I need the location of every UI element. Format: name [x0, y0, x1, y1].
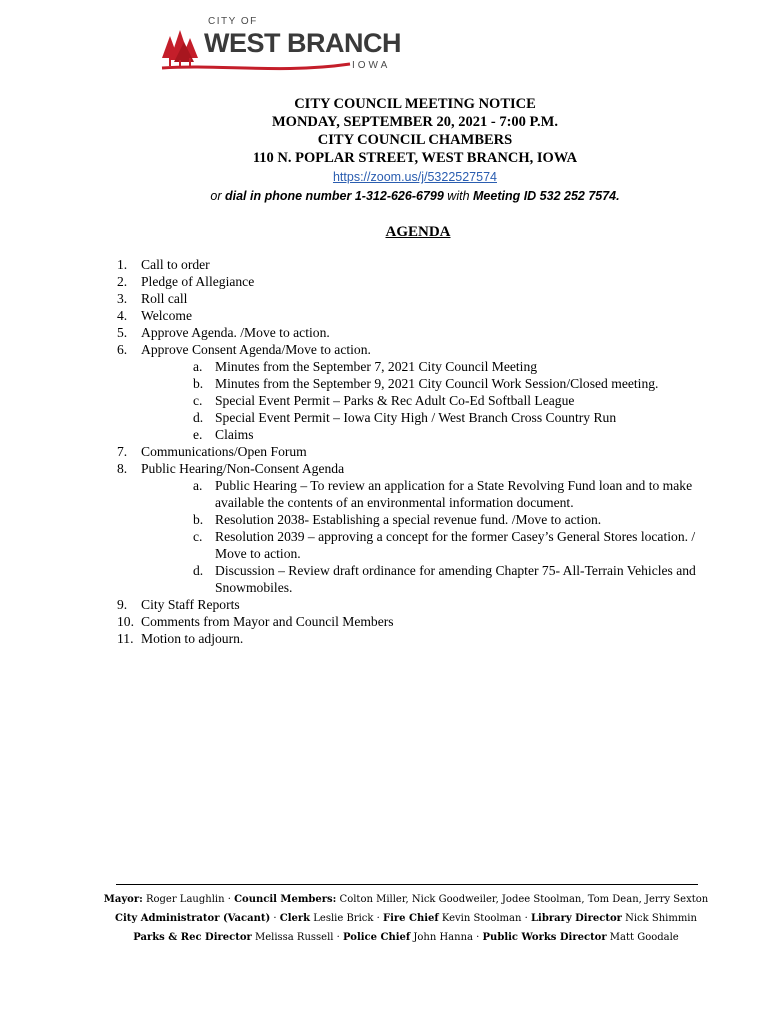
logo-name: WEST BRANCH — [204, 28, 401, 58]
sub-text: Minutes from the September 7, 2021 City Council Meeting — [215, 359, 538, 374]
agenda-list — [0, 256, 770, 647]
list-item — [0, 341, 770, 358]
sub-text: Public Hearing – To review an application for a State Revolving Fund loan and to make available the contents of an environmental information document. — [215, 478, 693, 510]
item-text: Comments from Mayor and Council Members — [141, 614, 394, 629]
sub-text: Special Event Permit – Parks & Rec Adult Co-Ed Softball League — [215, 393, 575, 408]
city-logo — [160, 14, 400, 76]
item-text: City Staff Reports — [141, 597, 240, 612]
item-number: 10. — [117, 614, 134, 629]
sub-letter: d. — [193, 563, 204, 578]
parks-name: Melissa Russell — [251, 932, 334, 943]
footer-line-2 — [0, 909, 770, 928]
sub-letter: e. — [193, 427, 203, 442]
item-number: 7. — [117, 444, 128, 459]
item-text: Approve Agenda. /Move to action. — [141, 325, 330, 340]
meeting-header — [0, 95, 770, 205]
sub-letter: b. — [193, 512, 204, 527]
footer-line-1 — [0, 890, 770, 909]
sub-letter: a. — [193, 359, 203, 374]
item-number: 2. — [117, 274, 128, 289]
agenda-title: AGENDA — [385, 224, 451, 240]
separator: · — [521, 913, 531, 924]
footer-line-3 — [0, 928, 770, 947]
list-item — [0, 460, 770, 477]
list-item — [0, 324, 770, 341]
item-number: 5. — [117, 325, 128, 340]
works-name: Matt Goodale — [606, 932, 679, 943]
works-label: Public Works Director — [482, 932, 607, 943]
notice-title: CITY COUNCIL MEETING NOTICE — [294, 96, 536, 112]
sub-text: Discussion – Review draft ordinance for amending Chapter 75- All-Terrain Vehicles and Snowmobiles. — [215, 563, 696, 595]
item-number: 3. — [117, 291, 128, 306]
list-item — [0, 307, 770, 324]
item-text: Welcome — [141, 308, 192, 323]
dial-with: with — [443, 189, 473, 203]
list-item — [0, 443, 770, 460]
fire-label: Fire Chief — [382, 913, 439, 924]
zoom-link[interactable]: https://zoom.us/j/5322527574 — [332, 170, 497, 184]
sub-letter: d. — [193, 410, 204, 425]
sub-item — [0, 562, 770, 596]
parks-label: Parks & Rec Director — [133, 932, 252, 943]
item-text: Pledge of Allegiance — [141, 274, 255, 289]
item-text: Public Hearing/Non-Consent Agenda — [141, 461, 345, 476]
sub-item — [0, 409, 770, 426]
footer-officials — [0, 890, 770, 947]
sub-item — [0, 358, 770, 375]
sub-item — [0, 375, 770, 392]
sub-text: Resolution 2038- Establishing a special revenue fund. /Move to action. — [215, 512, 602, 527]
sub-text: Minutes from the September 9, 2021 City Council Work Session/Closed meeting. — [215, 376, 659, 391]
logo-city-of: CITY OF — [208, 16, 258, 27]
list-item — [0, 273, 770, 290]
item-number: 6. — [117, 342, 128, 357]
list-item — [0, 596, 770, 613]
separator: · — [224, 894, 235, 905]
item-text: Motion to adjourn. — [141, 631, 244, 646]
dial-meeting-id: Meeting ID 532 252 7574. — [473, 189, 620, 203]
council-names: Colton Miller, Nick Goodweiler, Jodee Stoolman, Tom Dean, Jerry Sexton — [336, 894, 709, 905]
sub-text: Special Event Permit – Iowa City High / West Branch Cross Country Run — [215, 410, 617, 425]
library-name: Nick Shimmin — [621, 913, 697, 924]
sub-item — [0, 392, 770, 409]
separator: · — [373, 913, 383, 924]
sub-letter: c. — [193, 393, 203, 408]
sub-letter: a. — [193, 478, 203, 493]
sub-text: Resolution 2039 – approving a concept for the former Casey’s General Stores location. / Move to action. — [215, 529, 696, 561]
item-text: Roll call — [141, 291, 188, 306]
item-text: Approve Consent Agenda/Move to action. — [141, 342, 371, 357]
list-item — [0, 256, 770, 273]
sub-item — [0, 511, 770, 528]
dial-or: or — [210, 189, 225, 203]
admin-label: City Administrator (Vacant) — [115, 913, 271, 924]
mayor-name: Roger Laughlin — [142, 894, 225, 905]
meeting-address: 110 N. POPLAR STREET, WEST BRANCH, IOWA — [252, 150, 578, 166]
meeting-location: CITY COUNCIL CHAMBERS — [317, 132, 513, 148]
dial-phone: dial in phone number 1-312-626-6799 — [224, 189, 444, 203]
police-label: Police Chief — [343, 932, 411, 943]
dial-in-info — [0, 187, 770, 205]
clerk-label: Clerk — [279, 913, 311, 924]
item-number: 8. — [117, 461, 128, 476]
separator: · — [472, 932, 483, 943]
item-text: Communications/Open Forum — [141, 444, 307, 459]
separator: · — [270, 913, 280, 924]
sub-text: Claims — [215, 427, 254, 442]
library-label: Library Director — [531, 913, 622, 924]
sub-item — [0, 477, 770, 511]
separator: · — [333, 932, 344, 943]
sub-item — [0, 528, 770, 562]
sub-item — [0, 426, 770, 443]
item-number: 1. — [117, 257, 128, 272]
footer-divider — [116, 884, 698, 885]
council-label: Council Members: — [234, 894, 337, 905]
fire-name: Kevin Stoolman — [438, 913, 522, 924]
mayor-label: Mayor: — [103, 894, 143, 905]
sub-letter: c. — [193, 529, 203, 544]
list-item — [0, 630, 770, 647]
list-item — [0, 290, 770, 307]
sub-letter: b. — [193, 376, 204, 391]
item-number: 9. — [117, 597, 128, 612]
item-number: 11. — [117, 631, 134, 646]
logo-state: IOWA — [352, 60, 391, 71]
clerk-name: Leslie Brick — [310, 913, 374, 924]
list-item — [0, 613, 770, 630]
item-number: 4. — [117, 308, 128, 323]
police-name: John Hanna — [410, 932, 473, 943]
meeting-date: MONDAY, SEPTEMBER 20, 2021 - 7:00 P.M. — [272, 114, 558, 130]
item-text: Call to order — [141, 257, 210, 272]
